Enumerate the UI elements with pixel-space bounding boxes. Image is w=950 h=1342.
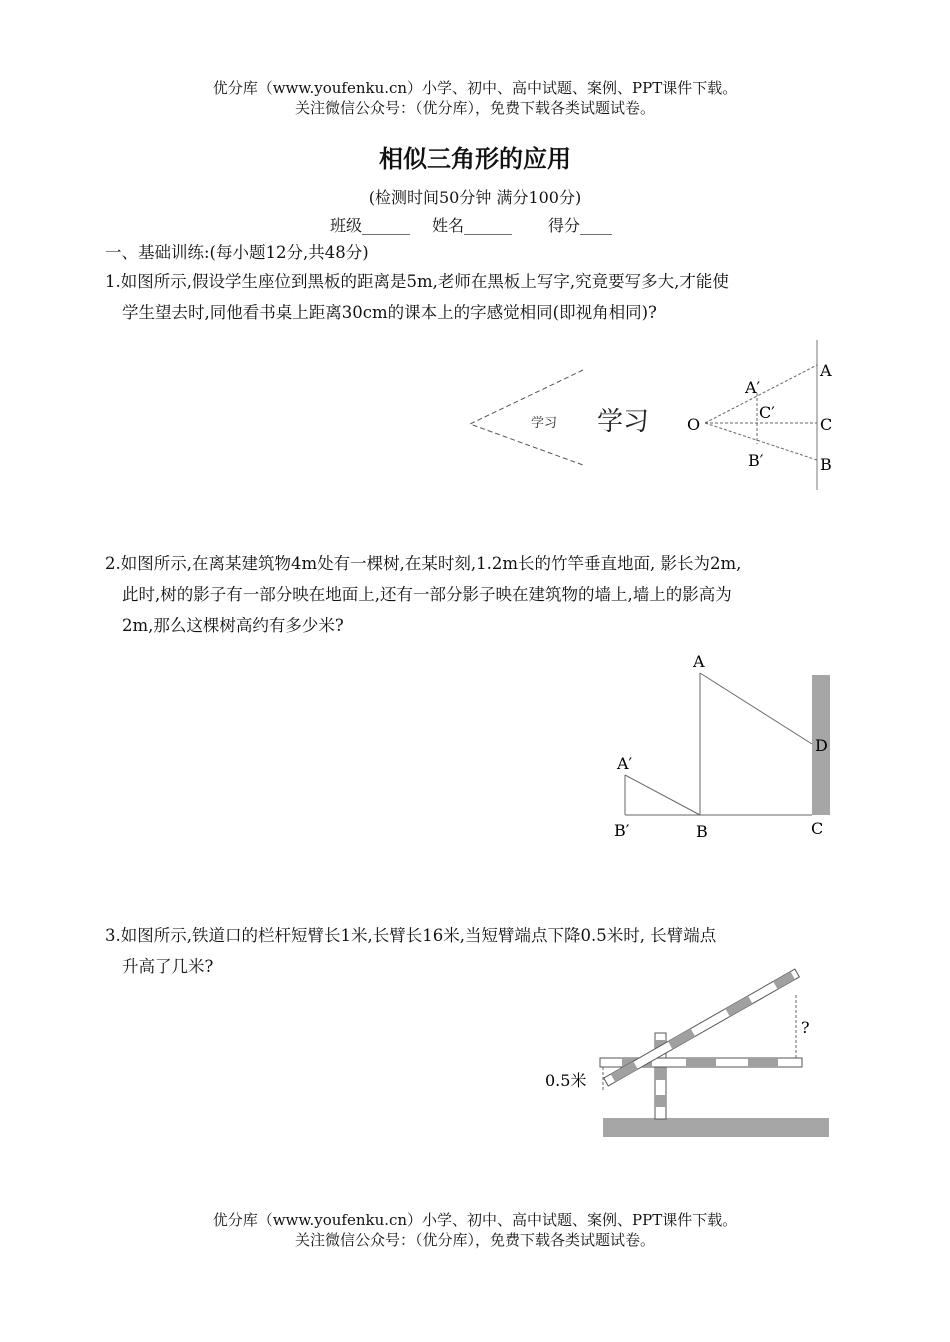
footer-line-1: 优分库（www.youfenku.cn）小学、初中、高中试题、案例、PPT课件下载。 — [212, 1211, 738, 1229]
question-3-number: 3. — [105, 926, 121, 945]
fig2-label-D: D — [815, 736, 828, 755]
question-2-line-3: 2m,那么这棵树高约有多少米? — [122, 616, 344, 635]
fig2-label-B: B — [696, 822, 708, 841]
score-field-label: 得分____ — [548, 216, 613, 235]
footer-line-2: 关注微信公众号：（优分库），免费下载各类试题试卷。 — [294, 1231, 655, 1249]
fig3-tilted-bar — [604, 969, 800, 1086]
header-line-2: 关注微信公众号：（优分库），免费下载各类试题试卷。 — [294, 99, 655, 117]
question-3-line-2: 升高了几米? — [122, 957, 214, 976]
question-1-line-1: 如图所示,假设学生座位到黑板的距离是5m,老师在黑板上写字,究竟要写多大,才能使 — [120, 272, 729, 291]
fig1-big-text: 学习 — [597, 407, 650, 437]
question-2-line-2: 此时,树的影子有一部分映在地面上,还有一部分影子映在建筑物的墙上,墙上的影高为 — [122, 585, 732, 604]
fig1-label-C: C — [820, 415, 833, 434]
fig1-label-A: A — [820, 361, 832, 380]
fig1-label-B-prime: B′ — [748, 451, 764, 470]
subtitle: (检测时间50分钟 满分100分) — [368, 188, 582, 207]
fig3-ground — [603, 1118, 829, 1137]
fig1-label-C-prime: C′ — [759, 403, 775, 422]
class-field-label: 班级______ — [330, 216, 411, 235]
header-line-1: 优分库（www.youfenku.cn）小学、初中、高中试题、案例、PPT课件下载。 — [212, 79, 738, 97]
question-2-number: 2. — [105, 554, 121, 573]
fig3-drop-label: 0.5米 — [545, 1071, 587, 1090]
question-1-line-2: 学生望去时,同他看书桌上距离30cm的课本上的字感觉相同(即视角相同)? — [122, 303, 657, 322]
question-3-line-1: 如图所示,铁道口的栏杆短臂长1米,长臂长16米,当短臂端点下降0.5米时, 长臂端点 — [120, 926, 717, 945]
fig1-label-O: O — [687, 415, 701, 434]
fig1-small-text: 学习 — [531, 416, 558, 431]
section-heading: 一、基础训练:(每小题12分,共48分) — [105, 243, 369, 262]
fig1-label-A-prime: A′ — [745, 378, 761, 397]
fig2-label-B-prime: B′ — [614, 821, 630, 840]
fig3-question-mark: ? — [801, 1018, 810, 1037]
page-title: 相似三角形的应用 — [379, 145, 571, 173]
question-2-line-1: 如图所示,在离某建筑物4m处有一棵树,在某时刻,1.2m长的竹竿垂直地面, 影长为2m, — [120, 554, 742, 573]
fig2-label-A-prime: A′ — [617, 754, 633, 773]
question-1-number: 1. — [105, 272, 121, 291]
fig2-label-C: C — [811, 819, 824, 838]
name-field-label: 姓名______ — [432, 216, 513, 235]
fig1-label-B: B — [820, 455, 832, 474]
fig2-label-A: A — [693, 652, 705, 671]
